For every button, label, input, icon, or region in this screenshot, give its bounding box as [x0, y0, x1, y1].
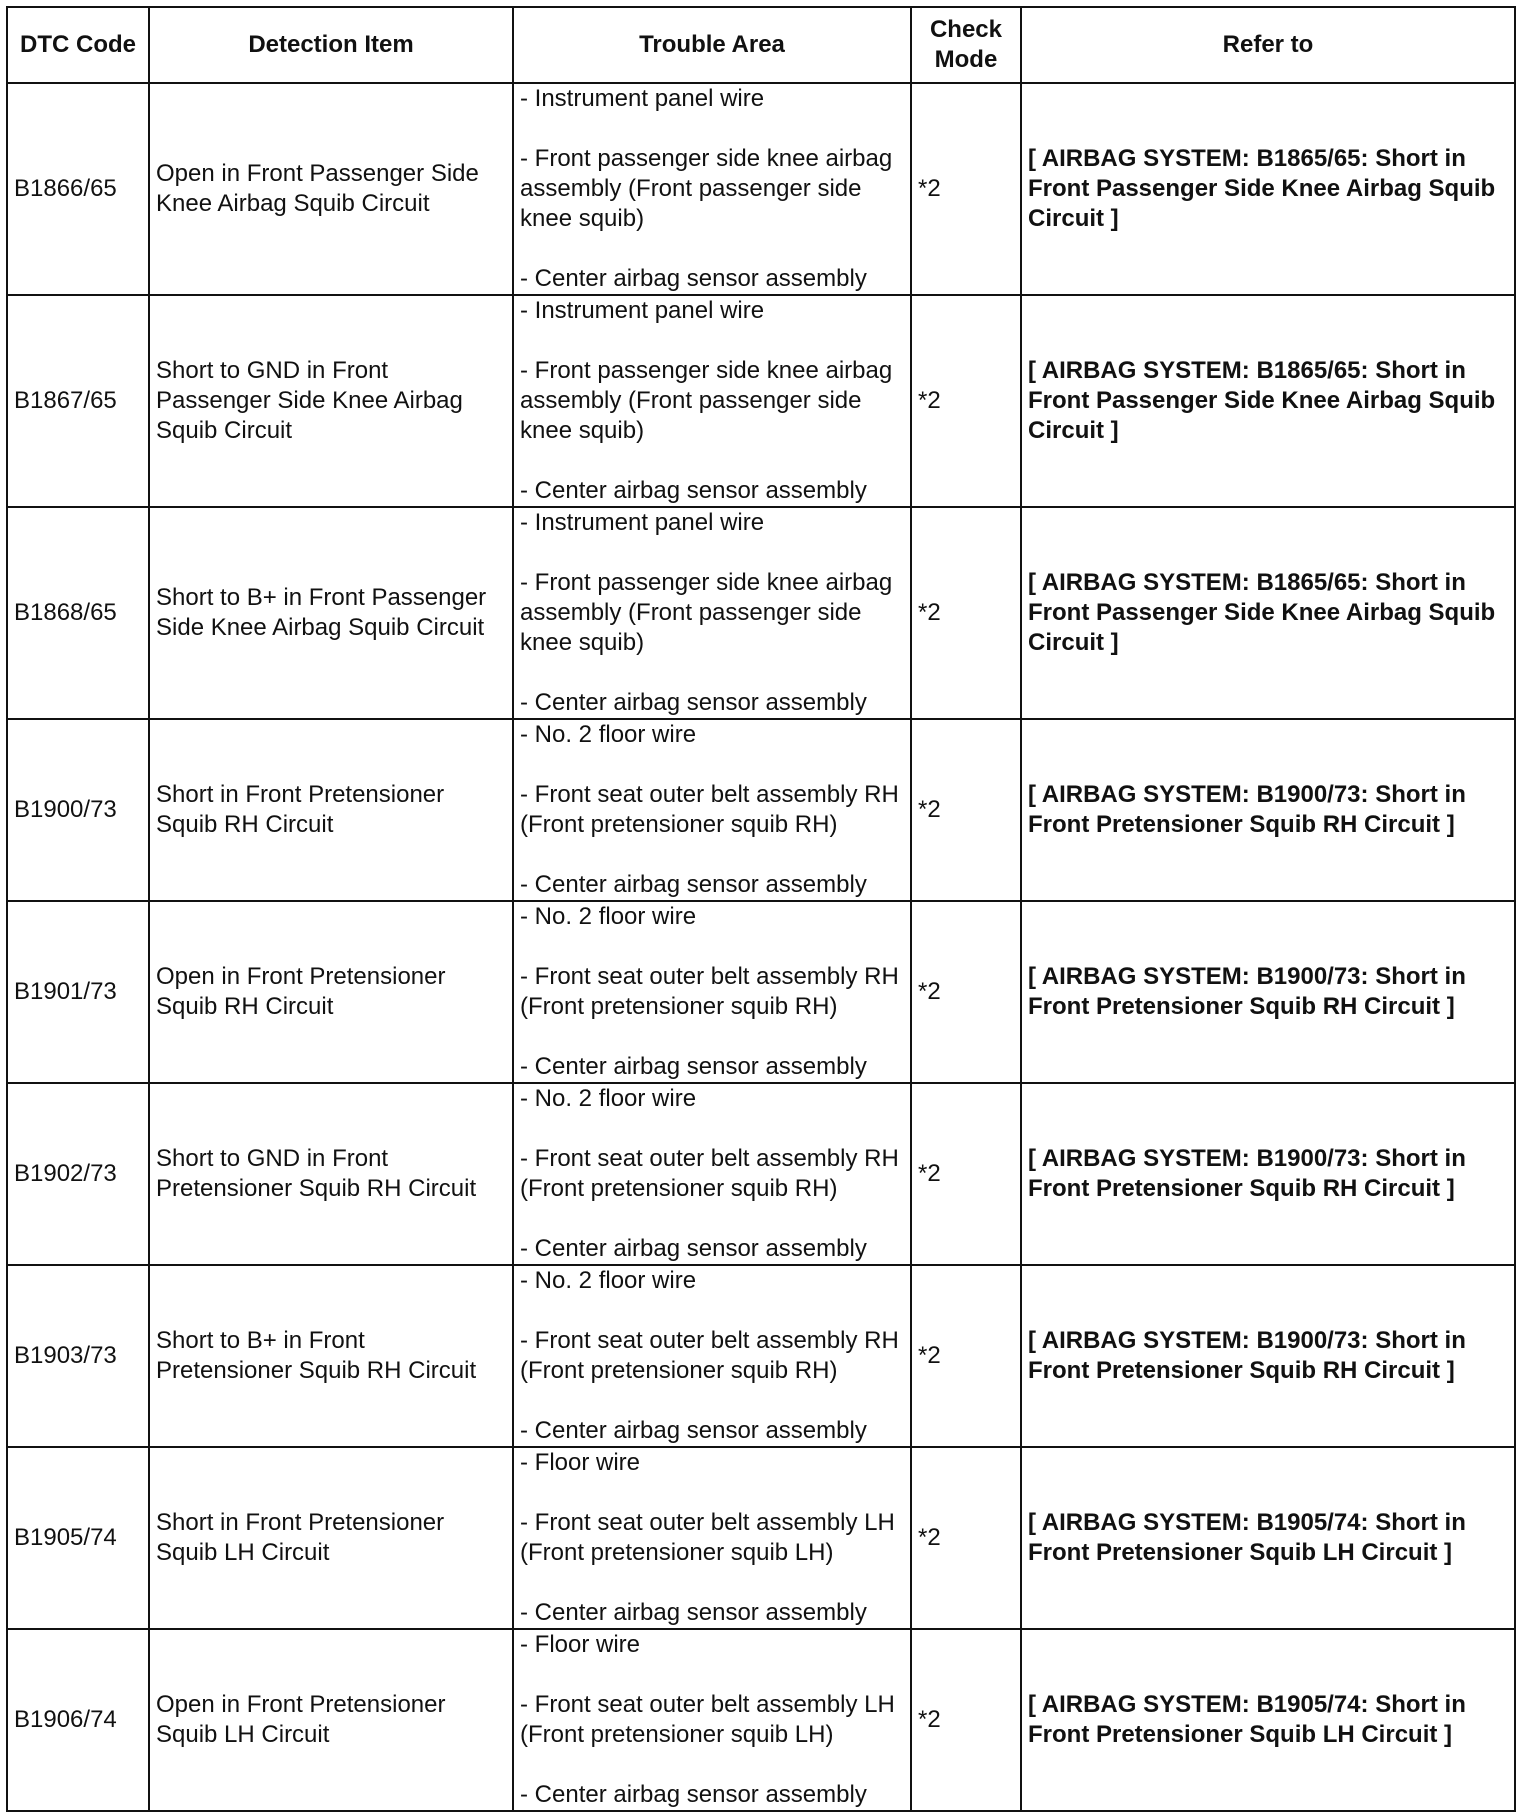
trouble-area-item: - Front seat outer belt assembly LH (Front pretensioner squib LH) [520, 1509, 895, 1566]
detection-item-cell: Short to GND in Front Passenger Side Knee Airbag Squib Circuit [149, 295, 513, 507]
header-check-mode-line2: Mode [934, 46, 998, 73]
table-row [7, 295, 1515, 507]
trouble-area-item: - Center airbag sensor assembly [520, 1781, 867, 1808]
trouble-area-cell [513, 719, 911, 901]
detection-item-cell: Short in Front Pretensioner Squib RH Circuit [149, 719, 513, 901]
refer-to-link[interactable]: [ AIRBAG SYSTEM: B1900/73: Short in Front Pretensioner Squib RH Circuit ] [1021, 719, 1515, 901]
trouble-area-cell [513, 1629, 911, 1811]
detection-item-cell: Open in Front Pretensioner Squib LH Circuit [149, 1629, 513, 1811]
header-dtc-code: DTC Code [7, 7, 149, 83]
dtc-code-cell: B1906/74 [7, 1629, 149, 1811]
detection-item-cell: Open in Front Pretensioner Squib RH Circuit [149, 901, 513, 1083]
detection-item-cell: Short to B+ in Front Pretensioner Squib RH Circuit [149, 1265, 513, 1447]
trouble-area-cell [513, 901, 911, 1083]
dtc-code-cell: B1866/65 [7, 83, 149, 295]
trouble-area-item: - Front seat outer belt assembly RH (Front pretensioner squib RH) [520, 963, 899, 1020]
refer-to-link[interactable]: [ AIRBAG SYSTEM: B1900/73: Short in Front Pretensioner Squib RH Circuit ] [1021, 1083, 1515, 1265]
check-mode-cell: *2 [911, 1083, 1021, 1265]
detection-item-cell: Short in Front Pretensioner Squib LH Circuit [149, 1447, 513, 1629]
trouble-area-list [520, 84, 904, 294]
table-row [7, 507, 1515, 719]
trouble-area-item: - Front seat outer belt assembly RH (Front pretensioner squib RH) [520, 781, 899, 838]
dtc-code-cell: B1900/73 [7, 719, 149, 901]
refer-to-link[interactable]: [ AIRBAG SYSTEM: B1905/74: Short in Front Pretensioner Squib LH Circuit ] [1021, 1447, 1515, 1629]
trouble-area-item: - Front passenger side knee airbag assembly (Front passenger side knee squib) [520, 357, 893, 444]
check-mode-cell: *2 [911, 1265, 1021, 1447]
table-row [7, 83, 1515, 295]
trouble-area-cell [513, 1447, 911, 1629]
table-row [7, 719, 1515, 901]
trouble-area-item: - Center airbag sensor assembly [520, 477, 867, 504]
check-mode-cell: *2 [911, 83, 1021, 295]
trouble-area-list [520, 720, 904, 900]
trouble-area-list [520, 1084, 904, 1264]
trouble-area-item: - Front seat outer belt assembly LH (Front pretensioner squib LH) [520, 1691, 895, 1748]
table-row [7, 1083, 1515, 1265]
detection-item-cell: Short to B+ in Front Passenger Side Knee Airbag Squib Circuit [149, 507, 513, 719]
header-check-mode-line1: Check [929, 16, 1003, 43]
dtc-code-cell: B1902/73 [7, 1083, 149, 1265]
check-mode-cell: *2 [911, 1629, 1021, 1811]
refer-to-link[interactable]: [ AIRBAG SYSTEM: B1900/73: Short in Front Pretensioner Squib RH Circuit ] [1021, 901, 1515, 1083]
trouble-area-item: - Front passenger side knee airbag assembly (Front passenger side knee squib) [520, 145, 893, 232]
check-mode-cell: *2 [911, 295, 1021, 507]
trouble-area-cell [513, 295, 911, 507]
dtc-table-container [6, 6, 1514, 1812]
trouble-area-item: - No. 2 floor wire [520, 721, 697, 748]
trouble-area-list [520, 1448, 904, 1628]
trouble-area-cell [513, 1265, 911, 1447]
trouble-area-item: - Front passenger side knee airbag assembly (Front passenger side knee squib) [520, 569, 893, 656]
trouble-area-list [520, 296, 904, 506]
trouble-area-item: - Center airbag sensor assembly [520, 1417, 867, 1444]
detection-item-cell: Short to GND in Front Pretensioner Squib RH Circuit [149, 1083, 513, 1265]
dtc-code-cell: B1903/73 [7, 1265, 149, 1447]
dtc-table [6, 6, 1516, 1812]
trouble-area-item: - Floor wire [520, 1631, 641, 1658]
dtc-code-cell: B1901/73 [7, 901, 149, 1083]
table-row [7, 1265, 1515, 1447]
trouble-area-item: - No. 2 floor wire [520, 1267, 697, 1294]
check-mode-cell: *2 [911, 507, 1021, 719]
trouble-area-item: - Instrument panel wire [520, 297, 765, 324]
header-row [7, 7, 1515, 83]
dtc-code-cell: B1868/65 [7, 507, 149, 719]
trouble-area-list [520, 508, 904, 718]
trouble-area-list [520, 1266, 904, 1446]
trouble-area-cell [513, 83, 911, 295]
trouble-area-item: - Front seat outer belt assembly RH (Front pretensioner squib RH) [520, 1327, 899, 1384]
refer-to-link[interactable]: [ AIRBAG SYSTEM: B1905/74: Short in Front Pretensioner Squib LH Circuit ] [1021, 1629, 1515, 1811]
trouble-area-item: - Floor wire [520, 1449, 641, 1476]
trouble-area-cell [513, 507, 911, 719]
table-row [7, 901, 1515, 1083]
trouble-area-cell [513, 1083, 911, 1265]
trouble-area-item: - Center airbag sensor assembly [520, 689, 867, 716]
refer-to-link[interactable]: [ AIRBAG SYSTEM: B1865/65: Short in Front Passenger Side Knee Airbag Squib Circuit ] [1021, 295, 1515, 507]
header-check-mode [911, 7, 1021, 83]
trouble-area-item: - Center airbag sensor assembly [520, 265, 867, 292]
trouble-area-item: - Center airbag sensor assembly [520, 871, 867, 898]
table-row [7, 1447, 1515, 1629]
trouble-area-list [520, 1630, 904, 1810]
table-row [7, 1629, 1515, 1811]
check-mode-cell: *2 [911, 719, 1021, 901]
check-mode-cell: *2 [911, 1447, 1021, 1629]
header-refer-to: Refer to [1021, 7, 1515, 83]
trouble-area-item: - No. 2 floor wire [520, 903, 697, 930]
trouble-area-item: - Center airbag sensor assembly [520, 1053, 867, 1080]
table-body [7, 83, 1515, 1811]
header-trouble-area: Trouble Area [513, 7, 911, 83]
trouble-area-item: - Center airbag sensor assembly [520, 1599, 867, 1626]
trouble-area-item: - Center airbag sensor assembly [520, 1235, 867, 1262]
trouble-area-item: - No. 2 floor wire [520, 1085, 697, 1112]
trouble-area-item: - Instrument panel wire [520, 85, 765, 112]
refer-to-link[interactable]: [ AIRBAG SYSTEM: B1865/65: Short in Front Passenger Side Knee Airbag Squib Circuit ] [1021, 507, 1515, 719]
refer-to-link[interactable]: [ AIRBAG SYSTEM: B1900/73: Short in Front Pretensioner Squib RH Circuit ] [1021, 1265, 1515, 1447]
dtc-code-cell: B1905/74 [7, 1447, 149, 1629]
trouble-area-item: - Instrument panel wire [520, 509, 765, 536]
check-mode-cell: *2 [911, 901, 1021, 1083]
refer-to-link[interactable]: [ AIRBAG SYSTEM: B1865/65: Short in Front Passenger Side Knee Airbag Squib Circuit ] [1021, 83, 1515, 295]
trouble-area-list [520, 902, 904, 1082]
header-detection-item: Detection Item [149, 7, 513, 83]
detection-item-cell: Open in Front Passenger Side Knee Airbag Squib Circuit [149, 83, 513, 295]
trouble-area-item: - Front seat outer belt assembly RH (Front pretensioner squib RH) [520, 1145, 899, 1202]
dtc-code-cell: B1867/65 [7, 295, 149, 507]
